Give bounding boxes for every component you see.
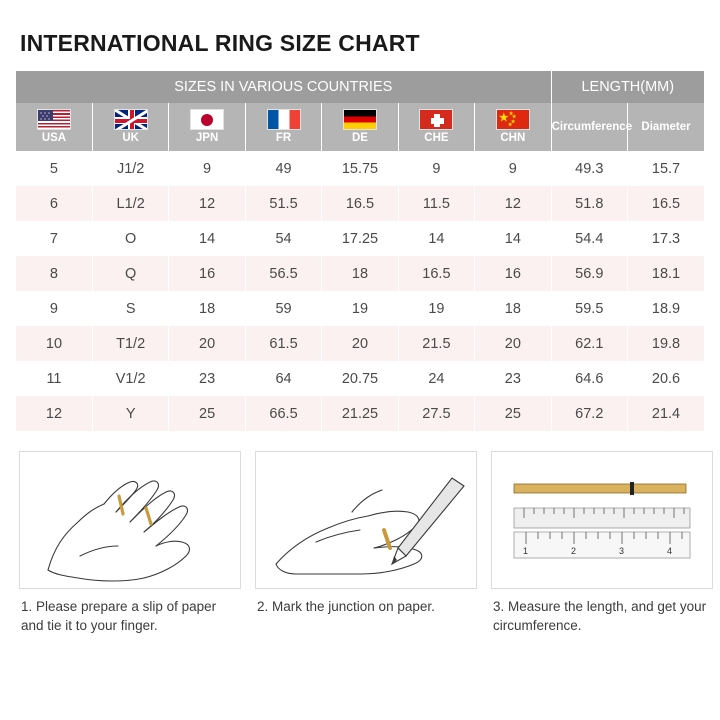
- cell-che: 27.5: [398, 396, 474, 431]
- cell-diameter: 20.6: [628, 361, 705, 396]
- table-row: [16, 256, 704, 291]
- cell-diameter: 15.7: [628, 151, 705, 186]
- cell-jpn: 25: [169, 396, 245, 431]
- step-3: [491, 451, 713, 635]
- group-header-row: [16, 71, 704, 103]
- cell-circumference: 51.8: [551, 186, 627, 221]
- column-header-usa: [16, 103, 92, 151]
- step-3-caption: 3. Measure the length, and get your circumference.: [493, 599, 707, 633]
- cell-usa: 10: [16, 326, 92, 361]
- flag-switzerland-icon: [419, 109, 453, 130]
- pen-icon: [392, 478, 464, 564]
- cell-chn: 12: [475, 186, 551, 221]
- cell-de: 20.75: [322, 361, 398, 396]
- flag-germany-icon: [343, 109, 377, 130]
- cell-jpn: 12: [169, 186, 245, 221]
- cell-chn: 20: [475, 326, 551, 361]
- column-header-jpn: [169, 103, 245, 151]
- step-1-caption: 1. Please prepare a slip of paper and tie it to your finger.: [21, 599, 217, 633]
- column-label-circumference: Circumference: [551, 121, 633, 133]
- cell-che: 11.5: [398, 186, 474, 221]
- flag-usa-icon: [37, 109, 71, 130]
- table-row: [16, 361, 704, 396]
- column-label-fr: FR: [275, 132, 292, 144]
- cell-che: 14: [398, 221, 474, 256]
- cell-chn: 25: [475, 396, 551, 431]
- step-3-illustration: [491, 451, 713, 589]
- cell-uk: O: [92, 221, 168, 256]
- cell-circumference: 62.1: [551, 326, 627, 361]
- flag-china-icon: ★ ★ ★ ★ ★: [496, 109, 530, 130]
- column-label-diameter: Diameter: [641, 121, 691, 133]
- column-header-de: [322, 103, 398, 151]
- cell-uk: T1/2: [92, 326, 168, 361]
- page-title: INTERNATIONAL RING SIZE CHART: [20, 30, 420, 56]
- cell-de: 21.25: [322, 396, 398, 431]
- cell-uk: J1/2: [92, 151, 168, 186]
- cell-chn: 16: [475, 256, 551, 291]
- cell-jpn: 14: [169, 221, 245, 256]
- step-2-illustration: [255, 451, 477, 589]
- column-header-uk: [92, 103, 168, 151]
- cell-uk: L1/2: [92, 186, 168, 221]
- svg-text:4: 4: [667, 546, 673, 556]
- cell-diameter: 17.3: [628, 221, 705, 256]
- step-2: [255, 451, 477, 635]
- cell-circumference: 54.4: [551, 221, 627, 256]
- svg-text:3: 3: [619, 546, 625, 556]
- cell-de: 17.25: [322, 221, 398, 256]
- column-header-circumference: [551, 103, 633, 151]
- paper-strip: [514, 484, 686, 493]
- cell-che: 19: [398, 291, 474, 326]
- cell-jpn: 23: [169, 361, 245, 396]
- table-row: [16, 186, 704, 221]
- cell-circumference: 64.6: [551, 361, 627, 396]
- table-row: [16, 396, 704, 431]
- group-header-length: LENGTH(MM): [551, 71, 704, 103]
- column-label-de: DE: [351, 132, 368, 144]
- group-header-countries: SIZES IN VARIOUS COUNTRIES: [16, 71, 551, 103]
- table-row: [16, 291, 704, 326]
- column-header-row: [16, 103, 704, 151]
- cell-jpn: 20: [169, 326, 245, 361]
- cell-jpn: 16: [169, 256, 245, 291]
- cell-fr: 56.5: [245, 256, 321, 291]
- cell-circumference: 49.3: [551, 151, 627, 186]
- cell-fr: 51.5: [245, 186, 321, 221]
- cell-de: 20: [322, 326, 398, 361]
- svg-text:2: 2: [571, 546, 577, 556]
- cell-usa: 6: [16, 186, 92, 221]
- cell-fr: 49: [245, 151, 321, 186]
- cell-diameter: 21.4: [628, 396, 705, 431]
- cell-de: 19: [322, 291, 398, 326]
- cell-circumference: 59.5: [551, 291, 627, 326]
- cell-usa: 9: [16, 291, 92, 326]
- cell-fr: 59: [245, 291, 321, 326]
- cell-de: 16.5: [322, 186, 398, 221]
- cell-circumference: 67.2: [551, 396, 627, 431]
- cell-diameter: 18.9: [628, 291, 705, 326]
- cell-usa: 11: [16, 361, 92, 396]
- cell-uk: Y: [92, 396, 168, 431]
- cell-diameter: 16.5: [628, 186, 705, 221]
- cell-uk: V1/2: [92, 361, 168, 396]
- table-row: [16, 326, 704, 361]
- cell-che: 24: [398, 361, 474, 396]
- cell-che: 21.5: [398, 326, 474, 361]
- table-head: [16, 71, 704, 151]
- cell-diameter: 18.1: [628, 256, 705, 291]
- column-header-chn: [475, 103, 551, 151]
- column-label-chn: CHN: [500, 132, 526, 144]
- column-label-jpn: JPN: [195, 132, 219, 144]
- cell-chn: 23: [475, 361, 551, 396]
- column-header-diameter: [628, 103, 705, 151]
- cell-usa: 8: [16, 256, 92, 291]
- flag-uk-icon: [114, 109, 148, 130]
- cell-uk: Q: [92, 256, 168, 291]
- step-1: [19, 451, 241, 635]
- cell-usa: 12: [16, 396, 92, 431]
- table-row: [16, 151, 704, 186]
- column-label-usa: USA: [41, 132, 67, 144]
- cell-che: 9: [398, 151, 474, 186]
- cell-che: 16.5: [398, 256, 474, 291]
- cell-usa: 7: [16, 221, 92, 256]
- cell-fr: 64: [245, 361, 321, 396]
- column-header-fr: [245, 103, 321, 151]
- cell-usa: 5: [16, 151, 92, 186]
- column-label-che: CHE: [424, 132, 449, 144]
- column-label-uk: UK: [122, 132, 139, 144]
- hand-with-paper-strip-icon: [20, 452, 240, 588]
- cell-diameter: 19.8: [628, 326, 705, 361]
- svg-text:1: 1: [523, 546, 529, 556]
- ruler-measuring-icon: [492, 452, 712, 588]
- hand-marking-pen-icon: [256, 452, 476, 588]
- cell-chn: 18: [475, 291, 551, 326]
- table-row: [16, 221, 704, 256]
- cell-jpn: 9: [169, 151, 245, 186]
- cell-de: 18: [322, 256, 398, 291]
- instruction-steps: [16, 451, 707, 635]
- step-1-illustration: [19, 451, 241, 589]
- cell-fr: 61.5: [245, 326, 321, 361]
- table-body: [16, 151, 704, 431]
- cell-fr: 66.5: [245, 396, 321, 431]
- cell-de: 15.75: [322, 151, 398, 186]
- cell-jpn: 18: [169, 291, 245, 326]
- ring-size-table: [16, 71, 704, 431]
- cell-chn: 14: [475, 221, 551, 256]
- cell-circumference: 56.9: [551, 256, 627, 291]
- column-header-che: [398, 103, 474, 151]
- flag-france-icon: [267, 109, 301, 130]
- cell-fr: 54: [245, 221, 321, 256]
- step-2-caption: 2. Mark the junction on paper.: [257, 599, 435, 614]
- cell-chn: 9: [475, 151, 551, 186]
- flag-japan-icon: [190, 109, 224, 130]
- cell-uk: S: [92, 291, 168, 326]
